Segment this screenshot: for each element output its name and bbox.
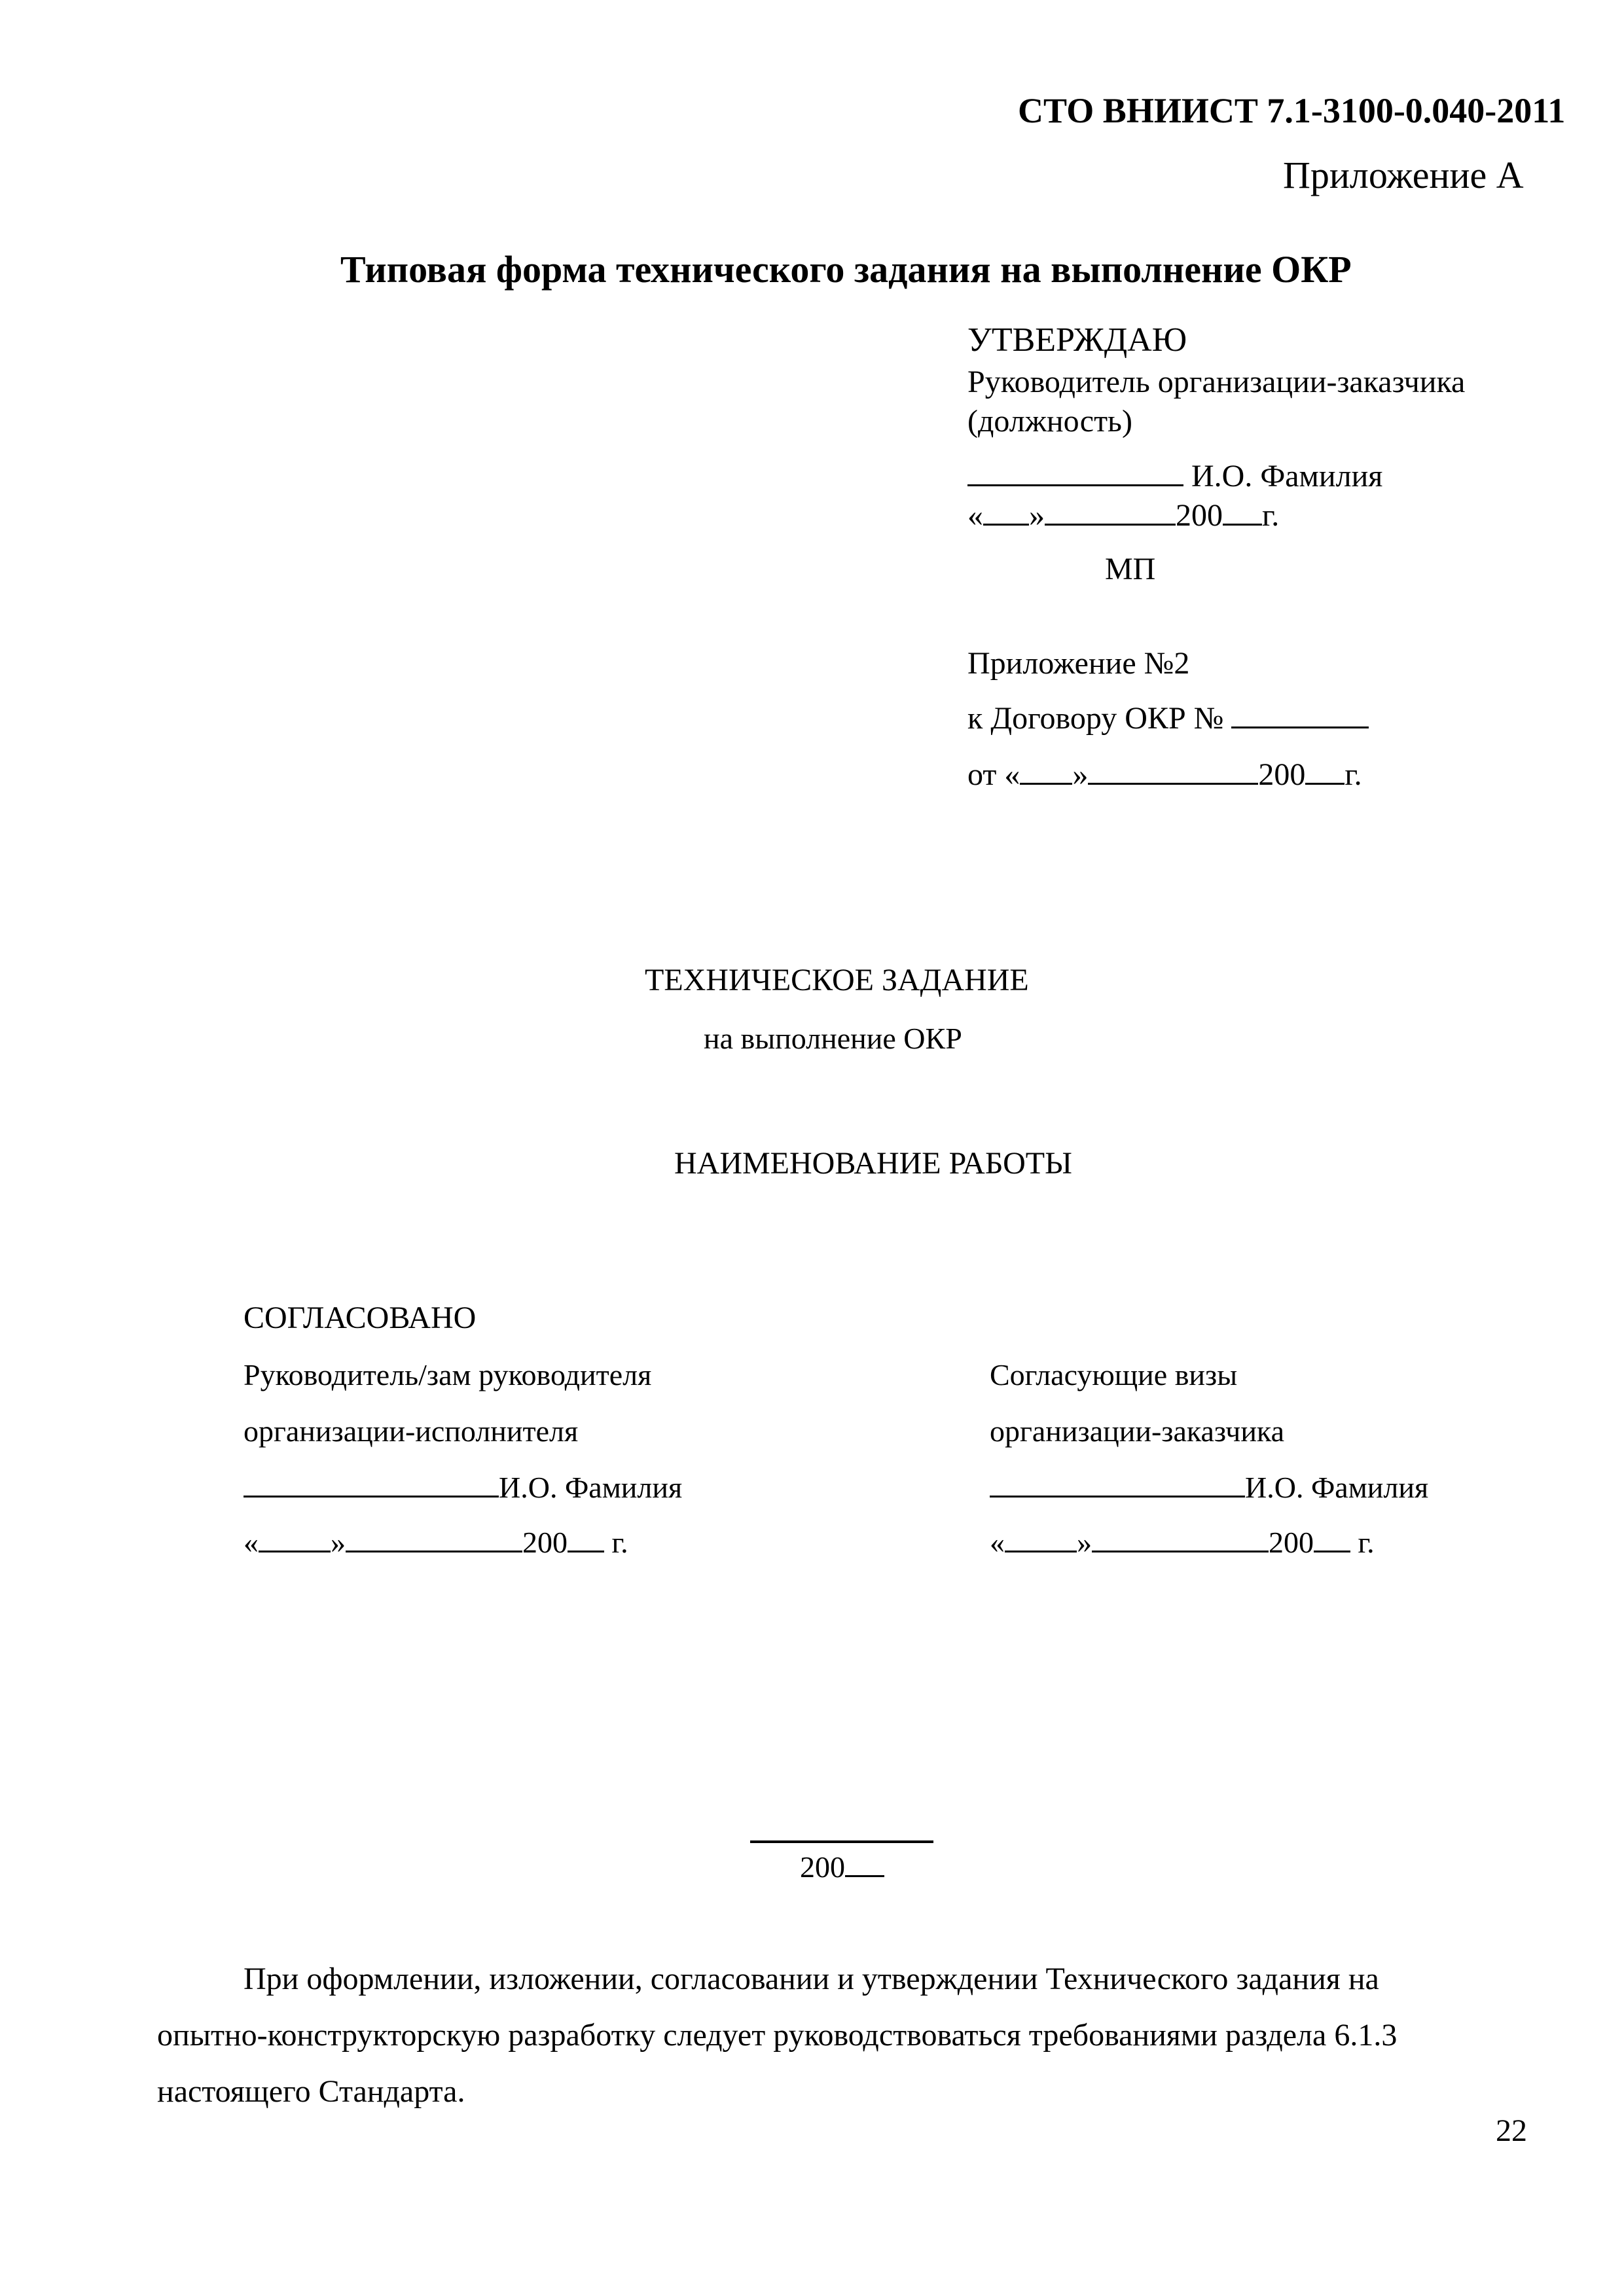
year-blank [845, 1875, 884, 1877]
agreed-heading: СОГЛАСОВАНО [244, 1300, 477, 1335]
footer-year [800, 1850, 884, 1884]
quote-open: « [244, 1526, 259, 1559]
year-prefix: 200 [1176, 498, 1223, 533]
approver-position-hint: (должность) [967, 404, 1132, 439]
customer-visas: Согласующие визы [990, 1358, 1238, 1391]
note-line-1: При оформлении, изложении, согласовании и утверждении Технического задания на [244, 1962, 1379, 1996]
year-blank [1305, 783, 1344, 785]
quote-close: » [1077, 1526, 1092, 1559]
day-blank [1005, 1551, 1077, 1552]
year-suffix: г. [611, 1526, 628, 1559]
month-blank [1092, 1551, 1269, 1552]
note-line-3: настоящего Стандарта. [157, 2074, 465, 2109]
contract-date-line [967, 757, 1362, 793]
contract-label: к Договору ОКР № [967, 701, 1224, 736]
footer-divider [750, 1840, 933, 1843]
signature-blank [244, 1496, 499, 1498]
contractor-position: Руководитель/зам руководителя [244, 1358, 652, 1391]
from-prefix: от « [967, 757, 1020, 792]
year-prefix: 200 [522, 1526, 568, 1559]
month-blank [346, 1551, 522, 1552]
note-line-2: опытно-конструкторскую разработку следует руководствоваться требованиями раздела 6.1.3 [157, 2018, 1398, 2053]
appendix-label: Приложение А [1283, 154, 1524, 196]
contractor-organization: организации-исполнителя [244, 1414, 579, 1448]
year-blank [568, 1551, 604, 1552]
day-blank [983, 524, 1029, 526]
month-blank [1088, 783, 1258, 785]
quote-open: « [990, 1526, 1005, 1559]
approve-heading: УТВЕРЖДАЮ [967, 321, 1187, 359]
quote-open: « [967, 498, 983, 533]
customer-organization: организации-заказчика [990, 1414, 1285, 1448]
day-blank [1020, 783, 1072, 785]
quote-close: » [1072, 757, 1089, 792]
stamp-place: МП [1105, 552, 1156, 586]
customer-name: И.О. Фамилия [1245, 1471, 1429, 1504]
year-prefix: 200 [1269, 1526, 1314, 1559]
year-blank [1223, 524, 1262, 526]
month-blank [1045, 524, 1176, 526]
quote-close: » [1029, 498, 1045, 533]
contractor-name: И.О. Фамилия [499, 1471, 683, 1504]
footer-year-prefix: 200 [800, 1850, 845, 1884]
approver-signature-line [967, 458, 1382, 494]
customer-signature-line [990, 1470, 1428, 1505]
year-blank [1314, 1551, 1350, 1552]
signature-blank [990, 1496, 1245, 1498]
day-blank [259, 1551, 331, 1552]
approver-date-line [967, 497, 1279, 533]
year-suffix: г. [1262, 498, 1280, 533]
work-name: НАИМЕНОВАНИЕ РАБОТЫ [674, 1146, 1072, 1181]
contractor-date-line [244, 1525, 628, 1560]
contractor-signature-line [244, 1470, 682, 1505]
year-prefix: 200 [1258, 757, 1306, 792]
approver-name: И.О. Фамилия [1191, 459, 1383, 493]
year-suffix: г. [1344, 757, 1362, 792]
tz-title: ТЕХНИЧЕСКОЕ ЗАДАНИЕ [645, 963, 1029, 997]
signature-blank [967, 484, 1183, 486]
customer-date-line [990, 1525, 1375, 1560]
document-code: СТО ВНИИСТ 7.1-3100-0.040-2011 [1018, 91, 1566, 130]
year-suffix: г. [1358, 1526, 1375, 1559]
contract-number-line [967, 700, 1369, 736]
approver-position: Руководитель организации-заказчика [967, 365, 1466, 399]
tz-subtitle: на выполнение ОКР [704, 1022, 962, 1055]
quote-close: » [331, 1526, 346, 1559]
contract-number-blank [1231, 726, 1369, 728]
form-title: Типовая форма технического задания на выполнение ОКР [340, 248, 1352, 291]
page-number: 22 [1496, 2113, 1527, 2148]
contract-appendix: Приложение №2 [967, 646, 1190, 681]
